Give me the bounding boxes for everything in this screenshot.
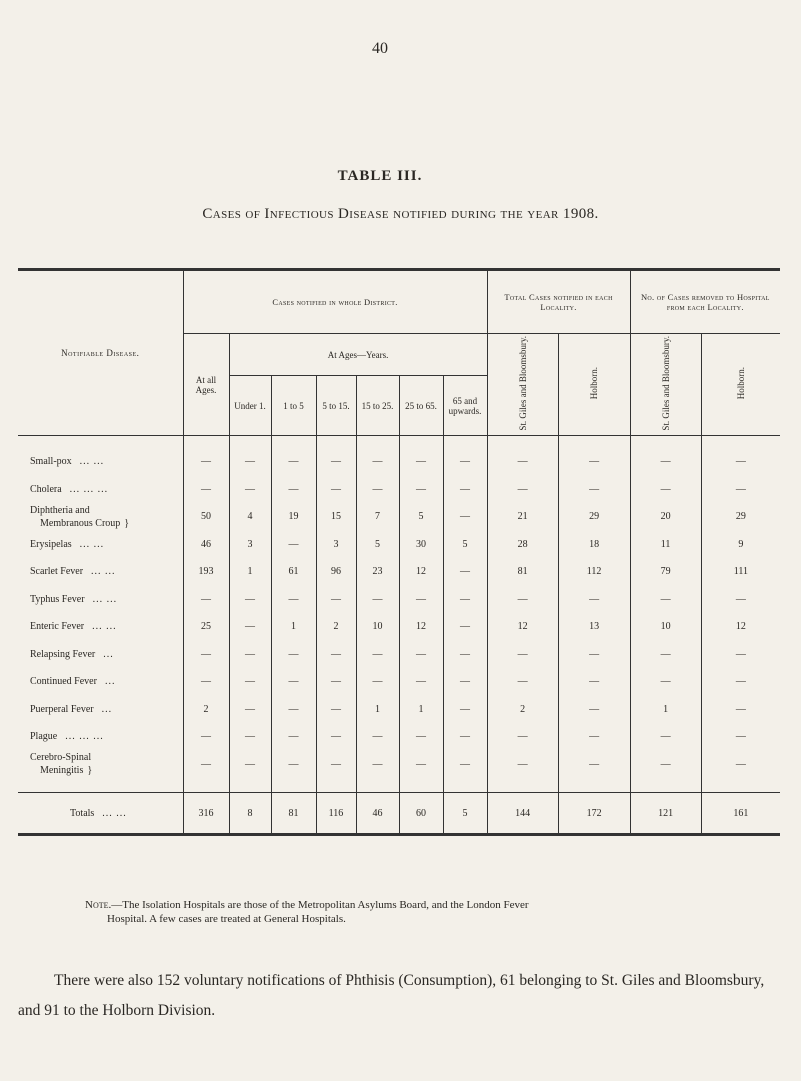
totals-label: Totals: [70, 807, 95, 819]
table-row: [18, 476, 780, 504]
table-cell: —: [443, 723, 487, 751]
table-title: TABLE III.: [337, 168, 423, 184]
disease-name-line-1: Diphtheria and: [30, 504, 90, 516]
totals-cell: 116: [316, 793, 356, 835]
table-cell: —: [630, 723, 701, 751]
table-cell: 23: [356, 558, 399, 586]
totals-row: [18, 793, 780, 835]
table-cell: —: [701, 668, 780, 696]
header-whole-district: Cases notified in whole District.: [183, 270, 487, 334]
table-cell: —: [558, 476, 630, 504]
table-cell: —: [316, 448, 356, 476]
table-cell: —: [229, 668, 271, 696]
table-cell: —: [183, 723, 229, 751]
table-cell: —: [356, 476, 399, 504]
table-cell: —: [183, 476, 229, 504]
table-cell: —: [399, 586, 443, 614]
totals-cell: 46: [356, 793, 399, 835]
disease-name-line-1: Cerebro-Spinal: [30, 752, 92, 764]
disease-name-label: Relapsing Fever: [30, 648, 96, 660]
table-cell: —: [558, 751, 630, 779]
table-cell: 12: [399, 613, 443, 641]
disease-name: [18, 531, 183, 559]
table-cell: 21: [487, 503, 558, 531]
disease-name-line-2: Meningitis: [40, 765, 84, 777]
spacer-row: [18, 778, 780, 793]
table-row: [18, 613, 780, 641]
table-cell: —: [183, 668, 229, 696]
table-cell: 1: [356, 696, 399, 724]
spacer-cell: [316, 778, 356, 793]
table-cell: —: [183, 751, 229, 779]
spacer-cell: [399, 778, 443, 793]
table-cell: —: [399, 751, 443, 779]
table-cell: —: [630, 641, 701, 669]
table-cell: 2: [183, 696, 229, 724]
table-cell: —: [487, 668, 558, 696]
spacer-cell: [18, 436, 183, 449]
table-note: [85, 898, 725, 926]
table-cell: —: [183, 641, 229, 669]
header-removed-st-giles: [630, 334, 701, 436]
table-cell: —: [316, 586, 356, 614]
table-cell: —: [316, 751, 356, 779]
table-cell: —: [229, 586, 271, 614]
disease-table-container: [18, 268, 780, 836]
header-age-5-to-15: 5 to 15.: [316, 376, 356, 436]
table-cell: 29: [701, 503, 780, 531]
table-cell: —: [316, 723, 356, 751]
table-cell: —: [701, 751, 780, 779]
table-cell: 12: [487, 613, 558, 641]
table-cell: —: [558, 448, 630, 476]
totals-cell: 60: [399, 793, 443, 835]
table-cell: —: [487, 448, 558, 476]
table-cell: —: [443, 586, 487, 614]
header-total-st-giles: [487, 334, 558, 436]
table-cell: 11: [630, 531, 701, 559]
totals-cell: 316: [183, 793, 229, 835]
table-cell: 4: [229, 503, 271, 531]
spacer-cell: [630, 436, 701, 449]
table-row: [18, 531, 780, 559]
header-removed-holborn-label: Holborn.: [735, 367, 746, 400]
table-cell: —: [443, 668, 487, 696]
table-cell: —: [229, 696, 271, 724]
table-cell: —: [487, 751, 558, 779]
spacer-cell: [18, 778, 183, 793]
table-cell: 10: [630, 613, 701, 641]
table-cell: —: [558, 586, 630, 614]
table-cell: 19: [271, 503, 316, 531]
spacer-cell: [558, 778, 630, 793]
spacer-cell: [271, 778, 316, 793]
table-cell: —: [356, 448, 399, 476]
totals-cell: 8: [229, 793, 271, 835]
table-cell: 2: [316, 613, 356, 641]
table-cell: —: [399, 723, 443, 751]
table-cell: 2: [487, 696, 558, 724]
table-row: [18, 586, 780, 614]
leader-dots: ... ...: [79, 538, 105, 550]
disease-name: [18, 476, 183, 504]
table-cell: —: [701, 723, 780, 751]
table-cell: 9: [701, 531, 780, 559]
table-cell: —: [443, 641, 487, 669]
table-cell: —: [356, 723, 399, 751]
table-cell: —: [271, 476, 316, 504]
table-cell: 1: [630, 696, 701, 724]
table-body: [18, 436, 780, 835]
table-cell: —: [701, 448, 780, 476]
table-cell: —: [487, 586, 558, 614]
totals-cell: 121: [630, 793, 701, 835]
disease-name-label: Typhus Fever: [30, 593, 85, 605]
table-cell: —: [487, 723, 558, 751]
leader-dots: ... ...: [102, 807, 127, 819]
disease-name-label: Continued Fever: [30, 676, 97, 688]
table-cell: 1: [271, 613, 316, 641]
leader-dots: ... ...: [92, 621, 117, 633]
table-cell: —: [229, 448, 271, 476]
table-cell: 7: [356, 503, 399, 531]
table-cell: 61: [271, 558, 316, 586]
table-cell: —: [271, 448, 316, 476]
table-cell: 15: [316, 503, 356, 531]
table-cell: 25: [183, 613, 229, 641]
disease-name: [18, 723, 183, 751]
table-cell: —: [399, 476, 443, 504]
table-cell: 12: [399, 558, 443, 586]
table-cell: —: [316, 668, 356, 696]
leader-dots: ...: [104, 676, 116, 688]
spacer-cell: [271, 436, 316, 449]
disease-table: [18, 268, 780, 836]
table-row: [18, 668, 780, 696]
table-cell: —: [701, 476, 780, 504]
spacer-cell: [701, 436, 780, 449]
header-total-holborn: [558, 334, 630, 436]
spacer-cell: [183, 778, 229, 793]
table-cell: 12: [701, 613, 780, 641]
table-cell: —: [229, 751, 271, 779]
table-cell: 18: [558, 531, 630, 559]
disease-name-label: Cholera: [30, 483, 62, 495]
table-cell: 10: [356, 613, 399, 641]
table-cell: 29: [558, 503, 630, 531]
note-label: Note.: [85, 899, 112, 911]
header-total-locality: Total Cases notified in each Locality.: [487, 270, 630, 334]
table-cell: —: [558, 696, 630, 724]
table-cell: 112: [558, 558, 630, 586]
disease-name-label: Scarlet Fever: [30, 566, 84, 578]
header-removed-hospital: No. of Cases removed to Hospital from each Locality.: [630, 270, 780, 334]
disease-name: [18, 668, 183, 696]
table-cell: 96: [316, 558, 356, 586]
disease-name: [18, 448, 183, 476]
leader-dots: ...: [101, 703, 113, 715]
table-row: [18, 448, 780, 476]
leader-dots: ... ... ...: [69, 483, 109, 495]
table-cell: 30: [399, 531, 443, 559]
page-number: 40: [372, 40, 388, 57]
table-cell: 79: [630, 558, 701, 586]
table-cell: 46: [183, 531, 229, 559]
totals-label-cell: [18, 793, 183, 835]
totals-cell: 81: [271, 793, 316, 835]
spacer-cell: [443, 436, 487, 449]
table-cell: —: [271, 751, 316, 779]
table-cell: —: [630, 668, 701, 696]
table-cell: —: [356, 668, 399, 696]
table-cell: —: [356, 751, 399, 779]
table-cell: —: [630, 448, 701, 476]
spacer-cell: [487, 778, 558, 793]
disease-name: [18, 503, 183, 531]
table-cell: —: [229, 613, 271, 641]
totals-cell: 5: [443, 793, 487, 835]
table-cell: —: [183, 586, 229, 614]
header-removed-holborn: [701, 334, 780, 436]
table-row: [18, 696, 780, 724]
table-cell: —: [630, 586, 701, 614]
totals-cell: 144: [487, 793, 558, 835]
table-cell: 5: [399, 503, 443, 531]
spacer-cell: [229, 436, 271, 449]
disease-name: [18, 558, 183, 586]
disease-name: [18, 613, 183, 641]
table-cell: 20: [630, 503, 701, 531]
header-removed-st-giles-label: St. Giles and Bloomsbury.: [660, 336, 671, 431]
header-age-15-to-25: 15 to 25.: [356, 376, 399, 436]
table-cell: 50: [183, 503, 229, 531]
table-cell: —: [399, 448, 443, 476]
table-cell: 1: [399, 696, 443, 724]
table-cell: 28: [487, 531, 558, 559]
table-cell: 111: [701, 558, 780, 586]
table-cell: —: [443, 448, 487, 476]
table-cell: —: [558, 723, 630, 751]
table-cell: —: [443, 503, 487, 531]
disease-name: [18, 586, 183, 614]
table-cell: 3: [316, 531, 356, 559]
disease-name: [18, 641, 183, 669]
table-cell: —: [271, 586, 316, 614]
disease-name: [18, 696, 183, 724]
totals-cell: 161: [701, 793, 780, 835]
table-cell: —: [701, 641, 780, 669]
table-cell: —: [271, 723, 316, 751]
spacer-cell: [558, 436, 630, 449]
header-disease: Notifiable Disease.: [18, 270, 183, 436]
spacer-row: [18, 436, 780, 449]
leader-dots: ... ...: [91, 566, 116, 578]
note-line-2: Hospital. A few cases are treated at General Hospitals.: [107, 913, 346, 925]
table-cell: 1: [229, 558, 271, 586]
table-cell: —: [701, 586, 780, 614]
table-cell: —: [630, 751, 701, 779]
header-total-st-giles-label: St. Giles and Bloomsbury.: [517, 336, 528, 431]
spacer-cell: [316, 436, 356, 449]
table-cell: —: [558, 668, 630, 696]
note-line-1: —The Isolation Hospitals are those of the Metropolitan Asylums Board, and the London Fever: [111, 899, 529, 911]
table-cell: —: [443, 613, 487, 641]
disease-name-label: Plague: [30, 731, 58, 743]
table-cell: —: [229, 476, 271, 504]
table-cell: 193: [183, 558, 229, 586]
spacer-cell: [183, 436, 229, 449]
table-cell: —: [316, 641, 356, 669]
table-cell: —: [183, 448, 229, 476]
header-total-holborn-label: Holborn.: [589, 367, 600, 400]
table-row: [18, 751, 780, 779]
table-cell: 5: [356, 531, 399, 559]
table-cell: —: [271, 696, 316, 724]
table-cell: —: [271, 531, 316, 559]
table-cell: —: [443, 558, 487, 586]
table-cell: 3: [229, 531, 271, 559]
table-row: [18, 558, 780, 586]
table-row: [18, 723, 780, 751]
leader-dots: ... ...: [92, 593, 118, 605]
header-age-under-1: Under 1.: [229, 376, 271, 436]
table-cell: —: [487, 641, 558, 669]
spacer-cell: [443, 778, 487, 793]
spacer-cell: [487, 436, 558, 449]
header-age-25-to-65: 25 to 65.: [399, 376, 443, 436]
table-cell: 13: [558, 613, 630, 641]
table-cell: —: [487, 476, 558, 504]
table-row: [18, 503, 780, 531]
table-cell: —: [316, 476, 356, 504]
table-cell: —: [443, 751, 487, 779]
table-cell: —: [316, 696, 356, 724]
header-ages-years: At Ages—Years.: [229, 334, 487, 376]
table-cell: —: [701, 696, 780, 724]
spacer-cell: [229, 778, 271, 793]
brace: }: [124, 517, 130, 529]
leader-dots: ... ...: [79, 456, 105, 468]
brace: }: [87, 765, 93, 777]
spacer-cell: [701, 778, 780, 793]
disease-name-label: Puerperal Fever: [30, 703, 94, 715]
header-all-ages: At all Ages.: [183, 334, 229, 436]
table-row: [18, 641, 780, 669]
table-cell: 81: [487, 558, 558, 586]
table-cell: —: [399, 668, 443, 696]
table-cell: —: [443, 476, 487, 504]
table-cell: —: [271, 641, 316, 669]
header-age-1-to-5: 1 to 5: [271, 376, 316, 436]
table-cell: —: [356, 586, 399, 614]
disease-name-label: Erysipelas: [30, 538, 72, 550]
table-cell: —: [630, 476, 701, 504]
table-cell: —: [229, 641, 271, 669]
spacer-cell: [356, 778, 399, 793]
spacer-cell: [399, 436, 443, 449]
disease-name-label: Enteric Fever: [30, 621, 85, 633]
disease-name-label: Small-pox: [30, 456, 72, 468]
table-cell: —: [443, 696, 487, 724]
phthisis-paragraph: There were also 152 voluntary notifications of Phthisis (Consumption), 61 belonging to St. Giles and Bloomsbury, and 91 to the Holborn Division.: [18, 972, 765, 1019]
table-cell: 5: [443, 531, 487, 559]
table-cell: —: [399, 641, 443, 669]
leader-dots: ... ... ...: [65, 731, 104, 743]
table-cell: —: [271, 668, 316, 696]
leader-dots: ...: [103, 648, 114, 660]
totals-cell: 172: [558, 793, 630, 835]
spacer-cell: [356, 436, 399, 449]
spacer-cell: [630, 778, 701, 793]
header-age-65-upwards: 65 and upwards.: [443, 376, 487, 436]
disease-name-line-2: Membranous Croup: [40, 517, 121, 529]
table-cell: —: [558, 641, 630, 669]
table-cell: —: [356, 641, 399, 669]
table-subtitle: Cases of Infectious Disease notified during the year 1908.: [202, 206, 599, 222]
table-cell: —: [229, 723, 271, 751]
disease-name: [18, 751, 183, 779]
